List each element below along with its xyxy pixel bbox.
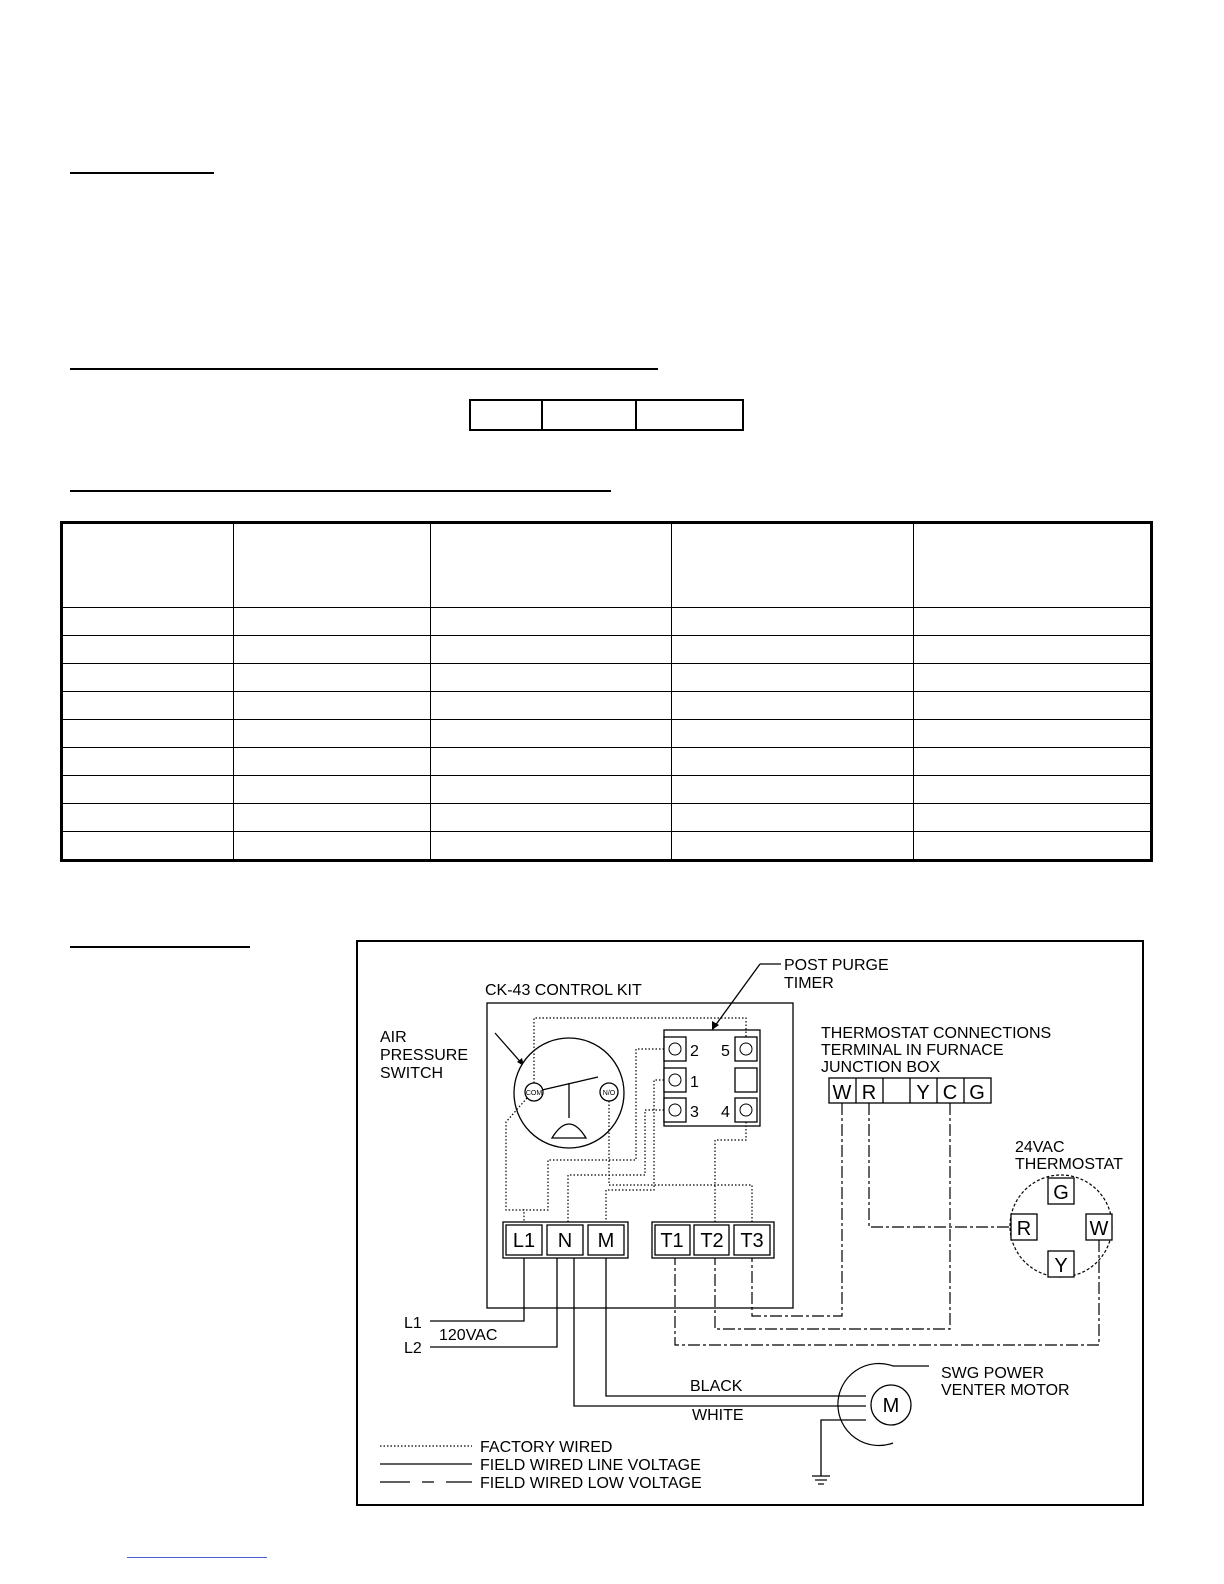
junction-label-line1: THERMOSTAT CONNECTIONS (821, 1025, 1052, 1042)
com-terminal-label: COM (525, 1090, 543, 1097)
air-switch-label-line2: PRESSURE (380, 1047, 469, 1064)
supply-l2: L2 (404, 1340, 422, 1357)
junction-terminal-y: Y (916, 1082, 930, 1104)
motor-symbol: M (882, 1395, 900, 1417)
air-switch-label-line1: AIR (380, 1029, 407, 1046)
thermostat-terminal-r: R (1016, 1218, 1032, 1240)
legend-field-line-voltage: FIELD WIRED LINE VOLTAGE (480, 1457, 701, 1474)
timer-terminal-5: 5 (721, 1043, 730, 1060)
thermostat-terminal-y: Y (1054, 1255, 1068, 1277)
junction-terminal-w: W (832, 1082, 852, 1104)
legend (380, 1439, 702, 1492)
air-switch-label-line3: SWITCH (380, 1065, 444, 1082)
control-kit-title: CK-43 CONTROL KIT (485, 982, 642, 999)
supply-l1: L1 (404, 1315, 422, 1332)
timer-label-line1: POST PURGE (784, 957, 889, 974)
legend-factory-wired: FACTORY WIRED (480, 1439, 613, 1456)
junction-label-line3: JUNCTION BOX (821, 1059, 941, 1076)
motor-label-line2: VENTER MOTOR (941, 1382, 1070, 1399)
timer-terminal-3: 3 (690, 1104, 699, 1121)
junction-label-line2: TERMINAL IN FURNACE (821, 1042, 1004, 1059)
timer-terminal-2: 2 (690, 1043, 699, 1060)
terminal-t2: T2 (700, 1230, 724, 1252)
timer-terminal-1: 1 (690, 1074, 699, 1091)
no-terminal-label: N/O (602, 1090, 616, 1097)
legend-field-low-voltage: FIELD WIRED LOW VOLTAGE (480, 1475, 702, 1492)
motor-label-line1: SWG POWER (941, 1365, 1045, 1382)
terminal-n: N (557, 1230, 573, 1252)
thermostat-terminal-g: G (1053, 1182, 1069, 1204)
thermostat-terminal-w: W (1089, 1218, 1109, 1240)
junction-terminal-r: R (861, 1082, 877, 1104)
terminal-t1: T1 (660, 1230, 684, 1252)
footer-link-underline (127, 1557, 267, 1558)
ground-wire (821, 1420, 866, 1476)
terminal-m: M (597, 1230, 615, 1252)
timer-label-line2: TIMER (784, 975, 834, 992)
thermostat-label-line2: THERMOSTAT (1015, 1156, 1123, 1173)
junction-terminal-c: C (942, 1082, 958, 1104)
terminal-l1: L1 (512, 1230, 536, 1252)
wire-black-label: BLACK (690, 1378, 743, 1395)
timer-terminal-4: 4 (721, 1104, 730, 1121)
junction-terminal-g: G (969, 1082, 985, 1104)
terminal-t3: T3 (740, 1230, 764, 1252)
timer-leader-diagonal (712, 964, 760, 1030)
wire-white-label: WHITE (692, 1407, 744, 1424)
thermostat-label-line1: 24VAC (1015, 1139, 1065, 1156)
supply-voltage: 120VAC (439, 1327, 498, 1344)
ground-icon (812, 1476, 830, 1484)
